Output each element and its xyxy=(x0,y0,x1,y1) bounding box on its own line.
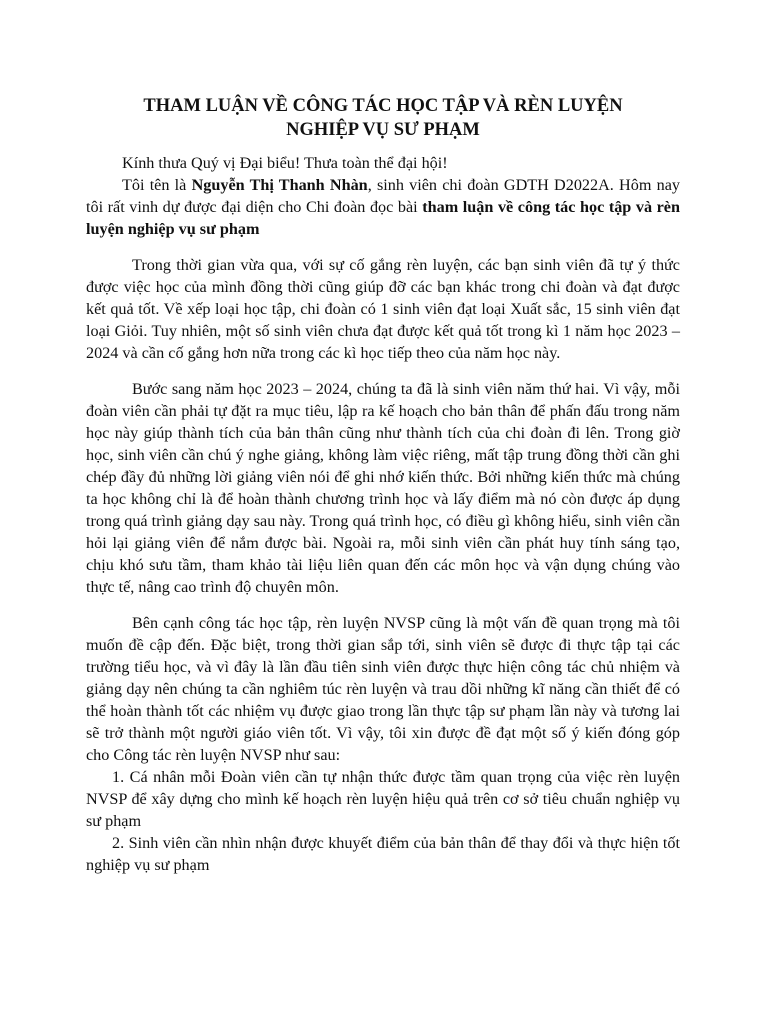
paragraph-nvsp: Bên cạnh công tác học tập, rèn luyện NVSP cũng là một vấn đề quan trọng mà tôi muốn đề cập đến. Đặc biệt, trong thời gian sắp tới, sinh viên sẽ được đi thực tập tại các trường tiểu học, và vì đây là lần đầu tiên sinh viên được thực hiện công tác chủ nhiệm và giảng dạy nên chúng ta cần nghiêm túc rèn luyện và trau dồi những kĩ năng cần thiết để có thể hoàn thành tốt các nhiệm vụ được giao trong lần thực tập sư phạm lần này và tương lai sẽ trở thành một người giáo viên tốt. Vì vậy, tôi xin được đề đạt một số ý kiến đóng góp cho Công tác rèn luyện NVSP như sau: xyxy=(86,614,680,764)
document-body xyxy=(86,152,680,876)
title-line-2: NGHIỆP VỤ SƯ PHẠM xyxy=(286,120,480,140)
intro-prefix: Tôi tên là xyxy=(122,176,192,194)
intro-middle: , sinh viên chi đoàn GDTH D2022A. Hôm nay tôi rất vinh dự được đại diện cho Chi đoàn đọc bài xyxy=(86,176,681,216)
greeting-paragraph: Kính thưa Quý vị Đại biểu! Thưa toàn thể đại hội! xyxy=(122,154,448,172)
intro-paragraph xyxy=(86,174,680,240)
paragraph-study: Bước sang năm học 2023 – 2024, chúng ta đã là sinh viên năm thứ hai. Vì vậy, mỗi đoàn viên cần phải tự đặt ra mục tiêu, lập ra kế hoạch cho bản thân để phấn đấu trong năm học này giúp thành tích của bản thân cũng như thành tích của chi đoàn đi lên. Trong giờ học, sinh viên cần chú ý nghe giảng, không làm việc riêng, mất tập trung đồng thời cần ghi chép đầy đủ những lời giảng viên nói để ghi nhớ kiến thức. Bởi những kiến thức mà chúng ta học không chỉ là để hoàn thành chương trình học và lấy điểm mà nó còn được áp dụng trong quá trình giảng dạy sau này. Trong quá trình học, có điều gì không hiểu, sinh viên cần hỏi lại giảng viên để nắm được bài. Ngoài ra, mỗi sinh viên cần phát huy tính sáng tạo, chịu khó sưu tầm, tham khảo tài liệu liên quan đến các môn học và vận dụng chúng vào thực tế, nâng cao trình độ chuyên môn. xyxy=(86,380,680,596)
title-line-1: THAM LUẬN VỀ CÔNG TÁC HỌC TẬP VÀ RÈN LUYỆN xyxy=(143,96,623,116)
list-item-1: 1. Cá nhân mỗi Đoàn viên cần tự nhận thức được tầm quan trọng của việc rèn luyện NVSP để xây dựng cho mình kế hoạch rèn luyện hiệu quả trên cơ sở tiêu chuẩn nghiệp vụ sư phạm xyxy=(86,768,680,830)
paragraph-results: Trong thời gian vừa qua, với sự cố gắng rèn luyện, các bạn sinh viên đã tự ý thức được việc học của mình đồng thời cũng giúp đỡ các bạn khác trong chi đoàn và đạt được kết quả tốt. Về xếp loại học tập, chi đoàn có 1 sinh viên đạt loại Xuất sắc, 15 sinh viên đạt loại Giỏi. Tuy nhiên, một số sinh viên chưa đạt được kết quả tốt trong kì 1 năm học 2023 – 2024 và cần cố gắng hơn nữa trong các kì học tiếp theo của năm học này. xyxy=(86,256,680,362)
document-title xyxy=(86,94,680,142)
speaker-name: Nguyễn Thị Thanh Nhàn xyxy=(191,176,368,194)
list-item-2: 2. Sinh viên cần nhìn nhận được khuyết điểm của bản thân để thay đổi và thực hiện tốt nghiệp vụ sư phạm xyxy=(86,834,680,874)
speech-topic: tham luận về công tác học tập và rèn luyện nghiệp vụ sư phạm xyxy=(86,198,680,238)
